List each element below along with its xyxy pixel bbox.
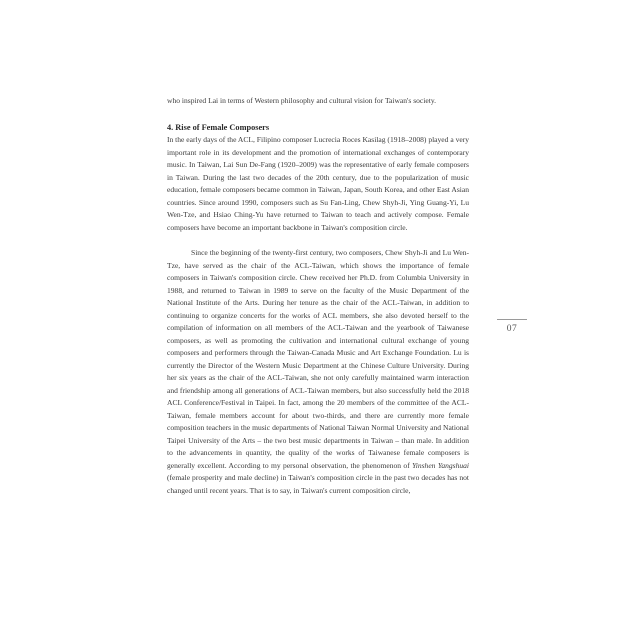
paragraph-2 <box>167 247 469 497</box>
paragraph-2-text: Since the beginning of the twenty-first century, two composers, Chew Shyh-Ji and Lu Wen-Tze, have served as the chair of the ACL-Taiwan, which shows the importance of female composers in Taiwan's composition circle. Chew received her Ph.D. from Columbia University in 1988, and returned to Taiwan in 1989 to serve on the faculty of the Music Department of the National Institute of the Arts. During her tenure as the chair of the ACL-Taiwan, in addition to continuing to organize concerts for the works of ACL members, she also devoted herself to the compilation of information on all members of the ACL-Taiwan and the yearbook of Taiwanese composers, as well as promoting the cultivation and international cultural exchange of young composers and performers through the Taiwan-Canada Music and Art Exchange Foundation. Lu is currently the Director of the Western Music Department at the Chinese Culture University. During her six years as the chair of the ACL-Taiwan, she not only carefully maintained warm interaction and friendship among all generations of ACL-Taiwan members, but also successfully held the 2018 ACL Conference/Festival in Taipei. In fact, among the 20 members of the committee of the ACL-Taiwan, female members account for about two-thirds, and there are currently more female composition teachers in the music departments of National Taiwan Normal University and National Taipei University of the Arts – the two best music departments in Taiwan – than male. In addition to the advancements in quantity, the quality of the works of Taiwanese female composers is generally excellent. According to my personal observation, the phenomenon of <box>167 248 469 470</box>
page-number: 07 <box>506 324 518 334</box>
intro-line: who inspired Lai in terms of Western philosophy and cultural vision for Taiwan's society. <box>167 96 436 105</box>
paragraph-2-end: (female prosperity and male decline) in Taiwan's composition circle in the past two decades has not changed until recent years. That is to say, in Taiwan's current composition circle, <box>167 473 469 495</box>
section-heading: 4. Rise of Female Composers <box>167 122 270 132</box>
paragraph-2-italic-term: Yinshen Yangshuai <box>412 460 470 470</box>
text-column <box>167 95 469 497</box>
paragraph-1: In the early days of the ACL, Filipino composer Lucrecia Roces Kasilag (1918–2008) played a very important role in its development and the promotion of international exchanges of contemporary music. In Taiwan, Lai Sun De-Fang (1920–2009) was the representative of early female composers in Taiwan. During the last two decades of the 20th century, due to the popularization of music education, female composers became common in Taiwan, Japan, South Korea, and other East Asian countries. Since around 1990, composers such as Su Fan-Ling, Chew Shyh-Ji, Ying Guang-Yi, Lu Wen-Tze, and Hsiao Ching-Yu have returned to Taiwan to teach and actively compose. Female composers have become an important backbone in Taiwan's composition circle. <box>167 135 469 232</box>
page-number-rule <box>497 319 527 320</box>
